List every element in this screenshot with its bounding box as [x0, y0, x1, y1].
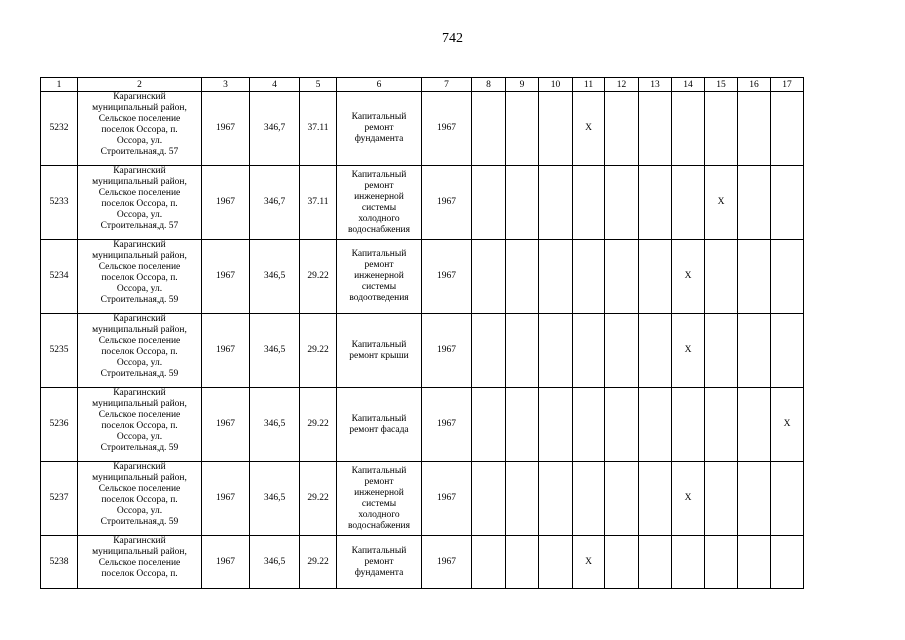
work-type-cell: Капитальный ремонт фундамента [337, 536, 422, 589]
work-type-cell: Капитальный ремонт инженерной системы холодного водоснабжения [337, 462, 422, 536]
year-built-cell: 1967 [202, 166, 250, 240]
wear-cell: 29.22 [300, 462, 337, 536]
wear-cell: 29.22 [300, 536, 337, 589]
year-built-cell: 1967 [202, 92, 250, 166]
period-cell-11 [573, 240, 605, 314]
header-cell-16: 16 [738, 78, 771, 92]
period-cell-9 [506, 166, 539, 240]
period-cell-9 [506, 314, 539, 388]
area-cell: 346,5 [250, 462, 300, 536]
header-cell-5: 5 [300, 78, 337, 92]
period-cell-9 [506, 462, 539, 536]
period-cell-16 [738, 166, 771, 240]
period-cell-11: X [573, 536, 605, 589]
period-cell-8 [472, 462, 506, 536]
period-cell-11 [573, 166, 605, 240]
period-cell-12 [605, 536, 639, 589]
work-type-cell: Капитальный ремонт крыши [337, 314, 422, 388]
area-cell: 346,5 [250, 240, 300, 314]
year-built-cell: 1967 [202, 240, 250, 314]
address-cell: Карагинский муниципальный район, Сельское поселение поселок Оссора, п. Оссора, ул. Строительная,д. 59 [78, 314, 202, 388]
period-cell-15 [705, 462, 738, 536]
period-cell-10 [539, 314, 573, 388]
address-cell: Карагинский муниципальный район, Сельское поселение поселок Оссора, п. Оссора, ул. Строительная,д. 57 [78, 92, 202, 166]
period-cell-16 [738, 92, 771, 166]
table-row [41, 314, 804, 388]
row-id-cell: 5232 [41, 92, 78, 166]
row-id-cell: 5238 [41, 536, 78, 589]
year-cell: 1967 [422, 240, 472, 314]
row-id-cell: 5237 [41, 462, 78, 536]
period-cell-12 [605, 166, 639, 240]
period-cell-9 [506, 240, 539, 314]
header-cell-12: 12 [605, 78, 639, 92]
header-cell-7: 7 [422, 78, 472, 92]
table-row [41, 536, 804, 589]
period-cell-14: X [672, 240, 705, 314]
header-cell-14: 14 [672, 78, 705, 92]
address-cell: Карагинский муниципальный район, Сельское поселение поселок Оссора, п. Оссора, ул. Строительная,д. 59 [78, 388, 202, 462]
area-cell: 346,5 [250, 536, 300, 589]
header-cell-3: 3 [202, 78, 250, 92]
row-id-cell: 5236 [41, 388, 78, 462]
period-cell-17 [771, 314, 804, 388]
header-cell-2: 2 [78, 78, 202, 92]
period-cell-13 [639, 240, 672, 314]
period-cell-16 [738, 388, 771, 462]
period-cell-9 [506, 92, 539, 166]
header-cell-9: 9 [506, 78, 539, 92]
period-cell-8 [472, 314, 506, 388]
period-cell-14 [672, 92, 705, 166]
year-cell: 1967 [422, 314, 472, 388]
header-cell-6: 6 [337, 78, 422, 92]
year-cell: 1967 [422, 462, 472, 536]
period-cell-17 [771, 166, 804, 240]
period-cell-13 [639, 92, 672, 166]
period-cell-10 [539, 462, 573, 536]
wear-cell: 37.11 [300, 166, 337, 240]
period-cell-13 [639, 388, 672, 462]
period-cell-8 [472, 536, 506, 589]
period-cell-14: X [672, 314, 705, 388]
period-cell-8 [472, 92, 506, 166]
table-row [41, 240, 804, 314]
period-cell-15 [705, 240, 738, 314]
period-cell-14 [672, 166, 705, 240]
period-cell-12 [605, 462, 639, 536]
year-built-cell: 1967 [202, 314, 250, 388]
table-row [41, 166, 804, 240]
period-cell-10 [539, 166, 573, 240]
header-cell-4: 4 [250, 78, 300, 92]
period-cell-15 [705, 536, 738, 589]
period-cell-17 [771, 240, 804, 314]
period-cell-15: X [705, 166, 738, 240]
wear-cell: 37.11 [300, 92, 337, 166]
period-cell-11 [573, 388, 605, 462]
area-cell: 346,7 [250, 166, 300, 240]
period-cell-10 [539, 388, 573, 462]
period-cell-11 [573, 314, 605, 388]
period-cell-16 [738, 462, 771, 536]
area-cell: 346,5 [250, 388, 300, 462]
period-cell-13 [639, 166, 672, 240]
page-number: 742 [442, 31, 463, 46]
wear-cell: 29.22 [300, 314, 337, 388]
period-cell-15 [705, 92, 738, 166]
year-built-cell: 1967 [202, 462, 250, 536]
period-cell-17: X [771, 388, 804, 462]
work-type-cell: Капитальный ремонт фасада [337, 388, 422, 462]
header-row [41, 78, 804, 92]
period-cell-16 [738, 240, 771, 314]
period-cell-8 [472, 388, 506, 462]
capital-repair-table [40, 77, 804, 589]
wear-cell: 29.22 [300, 388, 337, 462]
period-cell-13 [639, 536, 672, 589]
header-cell-13: 13 [639, 78, 672, 92]
year-cell: 1967 [422, 92, 472, 166]
period-cell-10 [539, 536, 573, 589]
year-cell: 1967 [422, 388, 472, 462]
period-cell-17 [771, 536, 804, 589]
period-cell-9 [506, 536, 539, 589]
address-cell: Карагинский муниципальный район, Сельское поселение поселок Оссора, п. Оссора, ул. Строительная,д. 57 [78, 166, 202, 240]
wear-cell: 29.22 [300, 240, 337, 314]
year-cell: 1967 [422, 536, 472, 589]
period-cell-14 [672, 536, 705, 589]
header-cell-10: 10 [539, 78, 573, 92]
period-cell-9 [506, 388, 539, 462]
period-cell-12 [605, 388, 639, 462]
period-cell-15 [705, 314, 738, 388]
period-cell-12 [605, 314, 639, 388]
header-cell-8: 8 [472, 78, 506, 92]
period-cell-14: X [672, 462, 705, 536]
address-cell: Карагинский муниципальный район, Сельское поселение поселок Оссора, п. Оссора, ул. Строительная,д. 59 [78, 462, 202, 536]
header-cell-15: 15 [705, 78, 738, 92]
period-cell-12 [605, 240, 639, 314]
row-id-cell: 5234 [41, 240, 78, 314]
table-row [41, 462, 804, 536]
period-cell-13 [639, 314, 672, 388]
period-cell-11 [573, 462, 605, 536]
work-type-cell: Капитальный ремонт инженерной системы холодного водоснабжения [337, 166, 422, 240]
header-cell-1: 1 [41, 78, 78, 92]
year-built-cell: 1967 [202, 388, 250, 462]
area-cell: 346,7 [250, 92, 300, 166]
period-cell-17 [771, 462, 804, 536]
year-built-cell: 1967 [202, 536, 250, 589]
period-cell-10 [539, 240, 573, 314]
row-id-cell: 5235 [41, 314, 78, 388]
period-cell-14 [672, 388, 705, 462]
period-cell-10 [539, 92, 573, 166]
work-type-cell: Капитальный ремонт инженерной системы водоотведения [337, 240, 422, 314]
row-id-cell: 5233 [41, 166, 78, 240]
year-cell: 1967 [422, 166, 472, 240]
period-cell-11: X [573, 92, 605, 166]
period-cell-16 [738, 536, 771, 589]
period-cell-16 [738, 314, 771, 388]
work-type-cell: Капитальный ремонт фундамента [337, 92, 422, 166]
header-cell-11: 11 [573, 78, 605, 92]
period-cell-8 [472, 240, 506, 314]
area-cell: 346,5 [250, 314, 300, 388]
table-row [41, 388, 804, 462]
period-cell-8 [472, 166, 506, 240]
header-cell-17: 17 [771, 78, 804, 92]
address-cell: Карагинский муниципальный район, Сельское поселение поселок Оссора, п. [78, 536, 202, 589]
table-row [41, 92, 804, 166]
period-cell-13 [639, 462, 672, 536]
period-cell-15 [705, 388, 738, 462]
period-cell-12 [605, 92, 639, 166]
address-cell: Карагинский муниципальный район, Сельское поселение поселок Оссора, п. Оссора, ул. Строительная,д. 59 [78, 240, 202, 314]
period-cell-17 [771, 92, 804, 166]
